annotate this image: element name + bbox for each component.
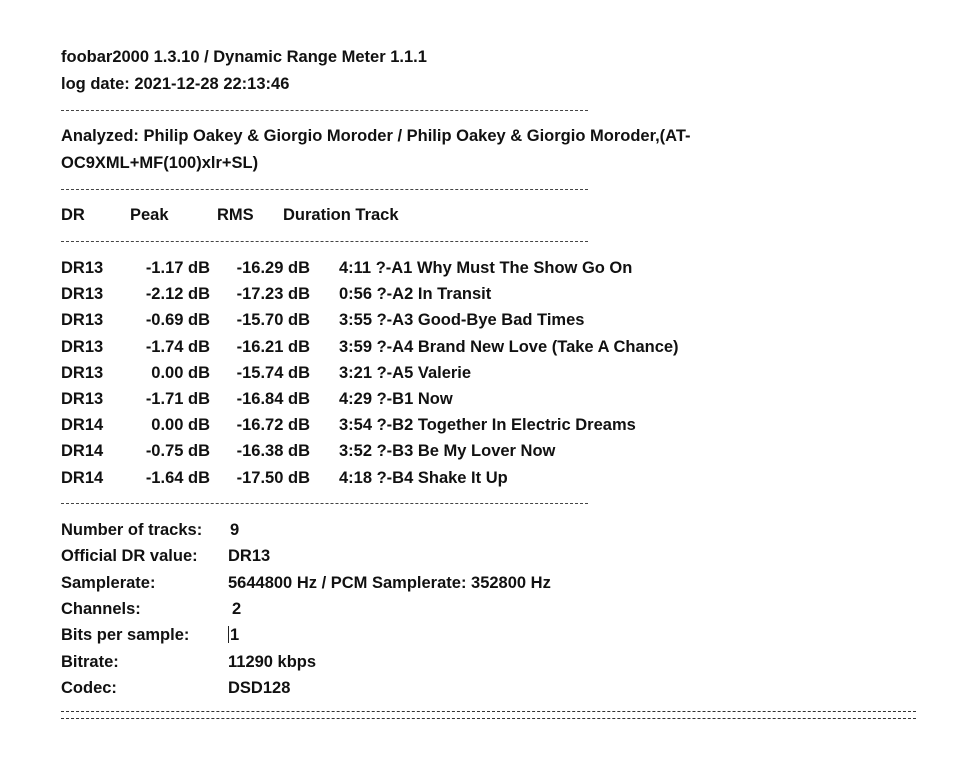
track-peak: -0.75 dB	[145, 442, 210, 460]
track-dr: DR13	[61, 259, 104, 277]
track-rms: -16.38 dB	[236, 442, 310, 460]
bits-value-wrap[interactable]	[228, 625, 239, 645]
track-duration-title: 3:55 ?-A3 Good-Bye Bad Times	[339, 311, 585, 329]
track-dr: DR13	[61, 311, 104, 329]
separator-4	[61, 503, 588, 504]
text-cursor	[228, 626, 229, 643]
track-rms: -15.74 dB	[236, 364, 310, 382]
track-duration-title: 3:54 ?-B2 Together In Electric Dreams	[339, 416, 636, 434]
codec-value: DSD128	[228, 679, 291, 697]
track-peak: -1.71 dB	[145, 390, 210, 408]
official-dr-label: Official DR value:	[61, 547, 198, 565]
double-separator	[61, 711, 916, 719]
channels-label: Channels:	[61, 600, 141, 618]
col-header-rms: RMS	[217, 206, 254, 224]
track-duration-title: 4:18 ?-B4 Shake It Up	[339, 469, 508, 487]
samplerate-label: Samplerate:	[61, 574, 156, 592]
separator-2	[61, 189, 588, 190]
bitrate-label: Bitrate:	[61, 653, 119, 671]
track-dr: DR13	[61, 364, 104, 382]
analyzed-line-2: OC9XML+MF(100)xlr+SL)	[61, 154, 259, 172]
track-duration-title: 3:52 ?-B3 Be My Lover Now	[339, 442, 556, 460]
bitrate-value: 11290 kbps	[228, 653, 317, 671]
col-header-dr: DR	[61, 206, 85, 224]
track-dr: DR13	[61, 338, 104, 356]
col-header-duration-track: Duration Track	[283, 206, 399, 224]
track-rms: -16.84 dB	[236, 390, 310, 408]
log-title: foobar2000 1.3.10 / Dynamic Range Meter 1.1.1	[61, 48, 427, 66]
log-date: log date: 2021-12-28 22:13:46	[61, 75, 290, 93]
analyzed-line-1: Analyzed: Philip Oakey & Giorgio Moroder / Philip Oakey & Giorgio Moroder,(AT-	[61, 127, 691, 145]
track-dr: DR14	[61, 442, 104, 460]
track-rms: -16.21 dB	[236, 338, 310, 356]
track-duration-title: 4:29 ?-B1 Now	[339, 390, 453, 408]
separator-1	[61, 110, 588, 111]
bits-label: Bits per sample:	[61, 626, 190, 644]
track-dr: DR14	[61, 469, 104, 487]
track-duration-title: 0:56 ?-A2 In Transit	[339, 285, 492, 303]
channels-value: 2	[232, 600, 242, 618]
track-rms: -17.23 dB	[236, 285, 310, 303]
col-header-peak: Peak	[130, 206, 169, 224]
track-rms: -17.50 dB	[236, 469, 310, 487]
separator-3	[61, 241, 588, 242]
track-dr: DR14	[61, 416, 104, 434]
track-duration-title: 3:59 ?-A4 Brand New Love (Take A Chance)	[339, 338, 679, 356]
num-tracks-label: Number of tracks:	[61, 521, 203, 539]
codec-label: Codec:	[61, 679, 117, 697]
track-dr: DR13	[61, 285, 104, 303]
track-duration-title: 4:11 ?-A1 Why Must The Show Go On	[339, 259, 633, 277]
bits-value: 1	[230, 626, 240, 644]
track-rms: -16.72 dB	[236, 416, 310, 434]
track-rms: -16.29 dB	[236, 259, 310, 277]
track-peak: -2.12 dB	[145, 285, 210, 303]
track-peak: -1.17 dB	[145, 259, 210, 277]
track-peak: -0.69 dB	[145, 311, 210, 329]
track-rms: -15.70 dB	[236, 311, 310, 329]
track-duration-title: 3:21 ?-A5 Valerie	[339, 364, 472, 382]
num-tracks-value: 9	[230, 521, 240, 539]
samplerate-value: 5644800 Hz / PCM Samplerate: 352800 Hz	[228, 574, 551, 592]
track-peak: 0.00 dB	[151, 416, 210, 434]
track-dr: DR13	[61, 390, 104, 408]
track-peak: 0.00 dB	[151, 364, 210, 382]
track-peak: -1.74 dB	[145, 338, 210, 356]
official-dr-value: DR13	[228, 547, 271, 565]
track-peak: -1.64 dB	[145, 469, 210, 487]
